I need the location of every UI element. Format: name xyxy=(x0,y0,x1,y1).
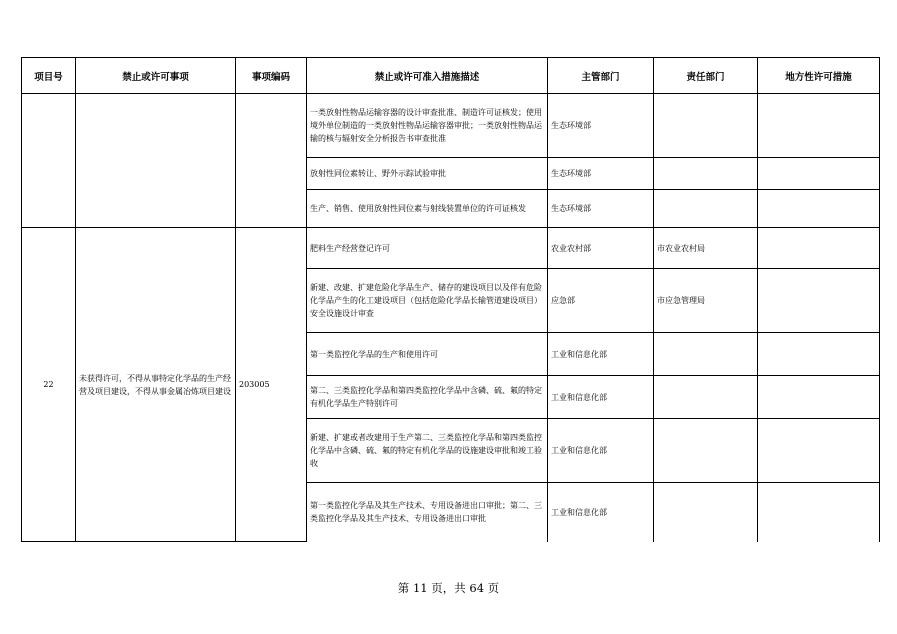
permit-table xyxy=(21,57,880,542)
local-measures-cell xyxy=(758,333,880,376)
description-cell: 一类放射性物品运输容器的设计审查批准、制造许可证核发；使用境外单位制造的一类放射性物品运输容器审批；一类放射性物品运输的核与辐射安全分析报告书审查批准 xyxy=(307,94,548,158)
header-item-no: 项目号 xyxy=(22,58,76,94)
competent-dept-cell: 应急部 xyxy=(548,269,654,333)
responsible-dept-cell xyxy=(654,333,758,376)
header-code: 事项编码 xyxy=(236,58,307,94)
description-cell: 放射性同位素转让、野外示踪试验审批 xyxy=(307,158,548,190)
responsible-dept-cell xyxy=(654,419,758,483)
continued-item-no-cell xyxy=(22,94,76,228)
item-code-cell: 203005 xyxy=(236,228,307,542)
competent-dept-cell: 工业和信息化部 xyxy=(548,419,654,483)
header-responsible-dept: 责任部门 xyxy=(654,58,758,94)
responsible-dept-cell xyxy=(654,94,758,158)
local-measures-cell xyxy=(758,376,880,419)
local-measures-cell xyxy=(758,269,880,333)
local-measures-cell xyxy=(758,419,880,483)
description-cell: 第一类监控化学品及其生产技术、专用设备进出口审批；第二、三类监控化学品及其生产技术、专用设备进出口审批 xyxy=(307,483,548,542)
local-measures-cell xyxy=(758,190,880,228)
competent-dept-cell: 工业和信息化部 xyxy=(548,376,654,419)
header-local-measures: 地方性许可措施 xyxy=(758,58,880,94)
continued-item-cell xyxy=(76,94,236,228)
description-cell: 第二、三类监控化学品和第四类监控化学品中含磷、硫、氟的特定有机化学品生产特别许可 xyxy=(307,376,548,419)
description-cell: 新建、改建、扩建危险化学品生产、储存的建设项目以及伴有危险化学品产生的化工建设项目（包括危险化学品长输管道建设项目）安全设施设计审查 xyxy=(307,269,548,333)
item-number-cell: 22 xyxy=(22,228,76,542)
local-measures-cell xyxy=(758,483,880,542)
competent-dept-cell: 工业和信息化部 xyxy=(548,483,654,542)
local-measures-cell xyxy=(758,158,880,190)
table-row xyxy=(22,94,880,158)
responsible-dept-cell xyxy=(654,190,758,228)
competent-dept-cell: 工业和信息化部 xyxy=(548,333,654,376)
page-number-footer: 第 11 页，共 64 页 xyxy=(397,581,500,595)
local-measures-cell xyxy=(758,228,880,269)
responsible-dept-cell: 市应急管理局 xyxy=(654,269,758,333)
competent-dept-cell: 生态环境部 xyxy=(548,158,654,190)
header-competent-dept: 主管部门 xyxy=(548,58,654,94)
description-cell: 肥料生产经营登记许可 xyxy=(307,228,548,269)
description-cell: 新建、扩建或者改建用于生产第二、三类监控化学品和第四类监控化学品中含磷、硫、氟的特定有机化学品的设施建设审批和竣工验收 xyxy=(307,419,548,483)
description-cell: 生产、销售、使用放射性同位素与射线装置单位的许可证核发 xyxy=(307,190,548,228)
competent-dept-cell: 生态环境部 xyxy=(548,190,654,228)
item-description-cell: 未获得许可，不得从事特定化学品的生产经营及项目建设，不得从事金属冶炼项目建设 xyxy=(76,228,236,542)
competent-dept-cell: 农业农村部 xyxy=(548,228,654,269)
responsible-dept-cell xyxy=(654,376,758,419)
table-row xyxy=(22,228,880,269)
responsible-dept-cell xyxy=(654,158,758,190)
table-header-row xyxy=(22,58,880,94)
competent-dept-cell: 生态环境部 xyxy=(548,94,654,158)
header-description: 禁止或许可准入措施描述 xyxy=(307,58,548,94)
description-cell: 第一类监控化学品的生产和使用许可 xyxy=(307,333,548,376)
header-item: 禁止或许可事项 xyxy=(76,58,236,94)
responsible-dept-cell: 市农业农村局 xyxy=(654,228,758,269)
responsible-dept-cell xyxy=(654,483,758,542)
local-measures-cell xyxy=(758,94,880,158)
continued-code-cell xyxy=(236,94,307,228)
